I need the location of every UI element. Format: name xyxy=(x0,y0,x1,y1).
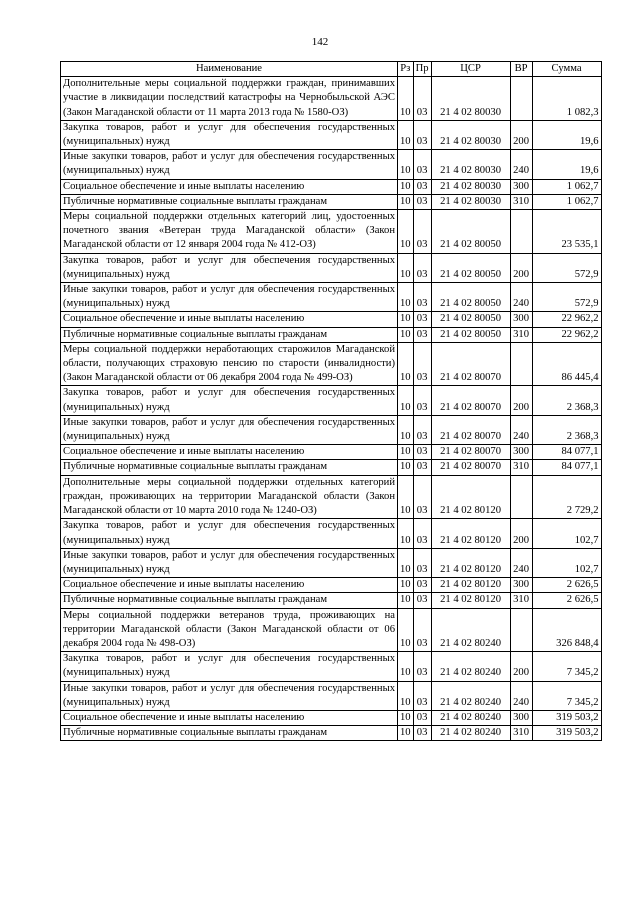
row-name: Дополнительные меры социальной поддержки граждан, принимавших участие в ликвидации последствий катастрофы на Чернобыльской АЭС (Закон Магаданской области от 11 марта 2013 года № 1580-ОЗ) xyxy=(61,77,398,121)
table-row xyxy=(61,150,602,179)
row-sum: 572,9 xyxy=(532,253,601,282)
row-name: Иные закупки товаров, работ и услуг для обеспечения государственных (муниципальных) нужд xyxy=(61,415,398,444)
row-pr: 03 xyxy=(413,415,431,444)
table-row xyxy=(61,593,602,608)
row-csr: 21 4 02 80030 xyxy=(431,120,510,149)
header-csr: ЦСР xyxy=(431,62,510,77)
table-row xyxy=(61,681,602,710)
table-row xyxy=(61,548,602,577)
row-csr: 21 4 02 80240 xyxy=(431,710,510,725)
row-csr: 21 4 02 80050 xyxy=(431,253,510,282)
row-rz: 10 xyxy=(398,210,414,254)
row-pr: 03 xyxy=(413,150,431,179)
row-name: Социальное обеспечение и иные выплаты населению xyxy=(61,179,398,194)
table-row xyxy=(61,460,602,475)
row-csr: 21 4 02 80030 xyxy=(431,179,510,194)
row-vr: 310 xyxy=(510,460,532,475)
row-name: Закупка товаров, работ и услуг для обеспечения государственных (муниципальных) нужд xyxy=(61,120,398,149)
budget-table xyxy=(60,61,602,741)
row-rz: 10 xyxy=(398,710,414,725)
header-sum: Сумма xyxy=(532,62,601,77)
row-rz: 10 xyxy=(398,120,414,149)
row-sum: 84 077,1 xyxy=(532,445,601,460)
row-sum: 7 345,2 xyxy=(532,652,601,681)
table-row xyxy=(61,77,602,121)
row-name: Социальное обеспечение и иные выплаты населению xyxy=(61,445,398,460)
row-vr xyxy=(510,475,532,519)
row-rz: 10 xyxy=(398,342,414,386)
row-csr: 21 4 02 80240 xyxy=(431,608,510,652)
row-rz: 10 xyxy=(398,194,414,209)
row-pr: 03 xyxy=(413,608,431,652)
table-row xyxy=(61,386,602,415)
table-row xyxy=(61,652,602,681)
row-csr: 21 4 02 80120 xyxy=(431,548,510,577)
row-vr: 310 xyxy=(510,194,532,209)
row-sum: 23 535,1 xyxy=(532,210,601,254)
row-vr: 300 xyxy=(510,312,532,327)
row-csr: 21 4 02 80120 xyxy=(431,475,510,519)
row-rz: 10 xyxy=(398,386,414,415)
row-name: Иные закупки товаров, работ и услуг для обеспечения государственных (муниципальных) нужд xyxy=(61,681,398,710)
row-sum: 19,6 xyxy=(532,150,601,179)
row-vr: 300 xyxy=(510,179,532,194)
row-vr: 300 xyxy=(510,578,532,593)
row-pr: 03 xyxy=(413,681,431,710)
row-pr: 03 xyxy=(413,77,431,121)
row-vr: 300 xyxy=(510,710,532,725)
row-csr: 21 4 02 80030 xyxy=(431,150,510,179)
row-rz: 10 xyxy=(398,548,414,577)
row-csr: 21 4 02 80120 xyxy=(431,519,510,548)
row-sum: 19,6 xyxy=(532,120,601,149)
row-rz: 10 xyxy=(398,519,414,548)
table-row xyxy=(61,283,602,312)
row-name: Закупка товаров, работ и услуг для обеспечения государственных (муниципальных) нужд xyxy=(61,253,398,282)
row-name: Социальное обеспечение и иные выплаты населению xyxy=(61,710,398,725)
row-sum: 22 962,2 xyxy=(532,327,601,342)
row-sum: 102,7 xyxy=(532,519,601,548)
row-csr: 21 4 02 80070 xyxy=(431,445,510,460)
row-vr: 240 xyxy=(510,283,532,312)
row-name: Меры социальной поддержки отдельных категорий лиц, удостоенных почетного звания «Ветеран труда Магаданской области» (Закон Магаданской области от 12 января 2004 года № 412-ОЗ) xyxy=(61,210,398,254)
row-vr: 200 xyxy=(510,652,532,681)
row-vr: 310 xyxy=(510,593,532,608)
row-name: Закупка товаров, работ и услуг для обеспечения государственных (муниципальных) нужд xyxy=(61,519,398,548)
row-vr: 200 xyxy=(510,120,532,149)
row-pr: 03 xyxy=(413,386,431,415)
row-csr: 21 4 02 80050 xyxy=(431,327,510,342)
row-name: Иные закупки товаров, работ и услуг для обеспечения государственных (муниципальных) нужд xyxy=(61,283,398,312)
row-rz: 10 xyxy=(398,681,414,710)
table-body xyxy=(61,77,602,741)
row-pr: 03 xyxy=(413,210,431,254)
table-row xyxy=(61,179,602,194)
header-pr: Пр xyxy=(413,62,431,77)
row-name: Социальное обеспечение и иные выплаты населению xyxy=(61,578,398,593)
row-csr: 21 4 02 80120 xyxy=(431,578,510,593)
row-name: Социальное обеспечение и иные выплаты населению xyxy=(61,312,398,327)
row-name: Иные закупки товаров, работ и услуг для обеспечения государственных (муниципальных) нужд xyxy=(61,150,398,179)
table-row xyxy=(61,578,602,593)
table-row xyxy=(61,342,602,386)
row-sum: 2 626,5 xyxy=(532,578,601,593)
row-pr: 03 xyxy=(413,475,431,519)
row-sum: 84 077,1 xyxy=(532,460,601,475)
row-name: Публичные нормативные социальные выплаты гражданам xyxy=(61,460,398,475)
row-csr: 21 4 02 80030 xyxy=(431,194,510,209)
row-csr: 21 4 02 80240 xyxy=(431,681,510,710)
table-row xyxy=(61,327,602,342)
row-sum: 22 962,2 xyxy=(532,312,601,327)
row-vr: 240 xyxy=(510,681,532,710)
row-csr: 21 4 02 80050 xyxy=(431,283,510,312)
row-sum: 319 503,2 xyxy=(532,710,601,725)
row-vr: 310 xyxy=(510,726,532,741)
row-rz: 10 xyxy=(398,327,414,342)
row-pr: 03 xyxy=(413,253,431,282)
row-vr xyxy=(510,210,532,254)
row-sum: 86 445,4 xyxy=(532,342,601,386)
row-pr: 03 xyxy=(413,460,431,475)
row-name: Меры социальной поддержки неработающих старожилов Магаданской области, получающих страховую пенсию по старости (инвалидности) (Закон Магаданской области от 06 декабря 2004 года № 499-ОЗ) xyxy=(61,342,398,386)
row-name: Закупка товаров, работ и услуг для обеспечения государственных (муниципальных) нужд xyxy=(61,652,398,681)
row-rz: 10 xyxy=(398,460,414,475)
row-pr: 03 xyxy=(413,283,431,312)
row-sum: 102,7 xyxy=(532,548,601,577)
row-pr: 03 xyxy=(413,726,431,741)
row-vr: 240 xyxy=(510,548,532,577)
table-row xyxy=(61,120,602,149)
row-rz: 10 xyxy=(398,77,414,121)
row-sum: 319 503,2 xyxy=(532,726,601,741)
row-sum: 1 062,7 xyxy=(532,194,601,209)
table-header-row xyxy=(61,62,602,77)
header-vr: ВР xyxy=(510,62,532,77)
row-csr: 21 4 02 80070 xyxy=(431,460,510,475)
row-vr: 240 xyxy=(510,415,532,444)
row-vr xyxy=(510,77,532,121)
row-rz: 10 xyxy=(398,726,414,741)
row-pr: 03 xyxy=(413,445,431,460)
row-csr: 21 4 02 80050 xyxy=(431,312,510,327)
table-row xyxy=(61,253,602,282)
row-rz: 10 xyxy=(398,652,414,681)
row-sum: 2 729,2 xyxy=(532,475,601,519)
table-row xyxy=(61,710,602,725)
row-name: Публичные нормативные социальные выплаты гражданам xyxy=(61,593,398,608)
row-csr: 21 4 02 80070 xyxy=(431,386,510,415)
row-vr: 240 xyxy=(510,150,532,179)
row-csr: 21 4 02 80240 xyxy=(431,652,510,681)
row-name: Меры социальной поддержки ветеранов труда, проживающих на территории Магаданской области (Закон Магаданской области от 06 декабря 2004 года № 498-ОЗ) xyxy=(61,608,398,652)
row-rz: 10 xyxy=(398,445,414,460)
row-name: Публичные нормативные социальные выплаты гражданам xyxy=(61,726,398,741)
row-vr: 300 xyxy=(510,445,532,460)
row-csr: 21 4 02 80120 xyxy=(431,593,510,608)
row-vr xyxy=(510,342,532,386)
row-vr: 310 xyxy=(510,327,532,342)
row-pr: 03 xyxy=(413,519,431,548)
row-sum: 1 062,7 xyxy=(532,179,601,194)
row-pr: 03 xyxy=(413,710,431,725)
row-name: Публичные нормативные социальные выплаты гражданам xyxy=(61,194,398,209)
row-rz: 10 xyxy=(398,150,414,179)
row-csr: 21 4 02 80030 xyxy=(431,77,510,121)
row-rz: 10 xyxy=(398,253,414,282)
row-pr: 03 xyxy=(413,312,431,327)
table-row xyxy=(61,210,602,254)
row-vr xyxy=(510,608,532,652)
row-rz: 10 xyxy=(398,179,414,194)
table-row xyxy=(61,194,602,209)
row-sum: 1 082,3 xyxy=(532,77,601,121)
row-pr: 03 xyxy=(413,194,431,209)
row-vr: 200 xyxy=(510,253,532,282)
row-name: Иные закупки товаров, работ и услуг для обеспечения государственных (муниципальных) нужд xyxy=(61,548,398,577)
row-rz: 10 xyxy=(398,578,414,593)
row-rz: 10 xyxy=(398,312,414,327)
row-sum: 326 848,4 xyxy=(532,608,601,652)
row-name: Дополнительные меры социальной поддержки отдельных категорий граждан, проживающих на территории Магаданской области (Закон Магаданской области от 10 марта 2010 года № 1240-ОЗ) xyxy=(61,475,398,519)
table-row xyxy=(61,415,602,444)
row-vr: 200 xyxy=(510,519,532,548)
table-row xyxy=(61,475,602,519)
header-name: Наименование xyxy=(61,62,398,77)
row-rz: 10 xyxy=(398,415,414,444)
page-number: 142 xyxy=(311,36,329,48)
table-row xyxy=(61,312,602,327)
row-sum: 572,9 xyxy=(532,283,601,312)
row-sum: 7 345,2 xyxy=(532,681,601,710)
row-name: Публичные нормативные социальные выплаты гражданам xyxy=(61,327,398,342)
table-row xyxy=(61,608,602,652)
row-pr: 03 xyxy=(413,652,431,681)
table-row xyxy=(61,445,602,460)
row-vr: 200 xyxy=(510,386,532,415)
row-pr: 03 xyxy=(413,578,431,593)
row-csr: 21 4 02 80070 xyxy=(431,415,510,444)
row-pr: 03 xyxy=(413,593,431,608)
row-pr: 03 xyxy=(413,548,431,577)
row-sum: 2 626,5 xyxy=(532,593,601,608)
row-pr: 03 xyxy=(413,179,431,194)
header-rz: Рз xyxy=(398,62,414,77)
row-rz: 10 xyxy=(398,283,414,312)
row-pr: 03 xyxy=(413,120,431,149)
row-csr: 21 4 02 80070 xyxy=(431,342,510,386)
row-pr: 03 xyxy=(413,327,431,342)
row-sum: 2 368,3 xyxy=(532,386,601,415)
table-row xyxy=(61,726,602,741)
row-rz: 10 xyxy=(398,608,414,652)
row-name: Закупка товаров, работ и услуг для обеспечения государственных (муниципальных) нужд xyxy=(61,386,398,415)
row-rz: 10 xyxy=(398,475,414,519)
row-pr: 03 xyxy=(413,342,431,386)
row-sum: 2 368,3 xyxy=(532,415,601,444)
table-row xyxy=(61,519,602,548)
row-csr: 21 4 02 80050 xyxy=(431,210,510,254)
row-rz: 10 xyxy=(398,593,414,608)
row-csr: 21 4 02 80240 xyxy=(431,726,510,741)
